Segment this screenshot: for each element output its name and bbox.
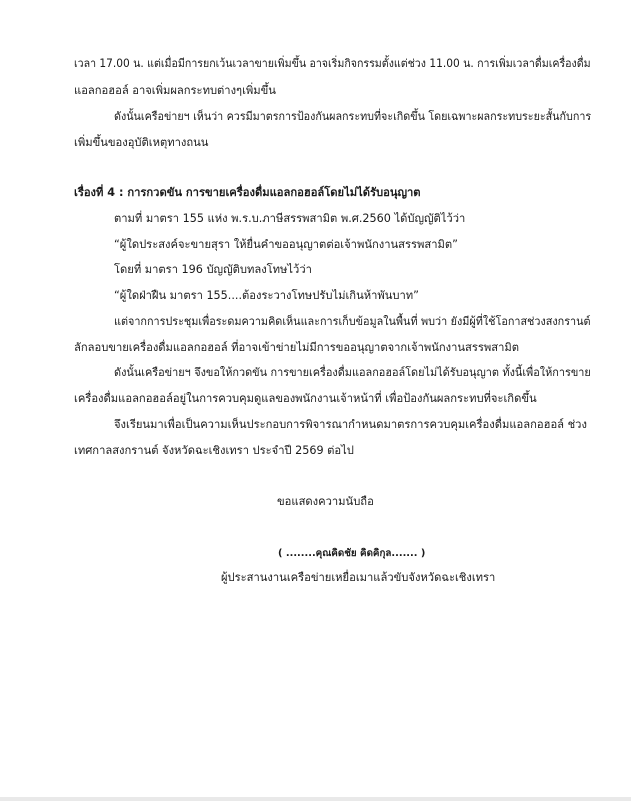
signature-name-text: ( ........คุณคิดชัย คิดคิกุล....... ) — [278, 548, 426, 559]
topic4-heading: เรื่องที่ 4 : การกวดขัน การขายเครื่องดื่มแอลกอฮอล์โดยไม่ได้รับอนุญาต — [74, 186, 421, 199]
para3-line2: ลักลอบขายเครื่องดื่มแอลกอฮอล์ ที่อาจเข้าข่ายไม่มีการขออนุญาตจากเจ้าพนักงานสรรพสามิต — [74, 341, 520, 354]
para5-line2: เทศกาลสงกรานต์ จังหวัดฉะเชิงเทรา ประจำปี 2569 ต่อไป — [74, 444, 354, 457]
law-155-reference: ตามที่ มาตรา 155 แห่ง พ.ร.บ.ภาษีสรรพสามิต พ.ศ.2560 ได้บัญญัติไว้ว่า — [114, 212, 466, 225]
para2-line2: เพิ่มขึ้นของอุบัติเหตุทางถนน — [74, 136, 209, 149]
law-155-quote: “ผู้ใดประสงค์จะขายสุรา ให้ยื่นคำขออนุญาตต่อเจ้าพนักงานสรรพสามิต” — [114, 238, 458, 251]
para4-line2: เครื่องดื่มแอลกอฮอล์อยู่ในการควบคุมดูแลของพนักงานเจ้าหน้าที่ เพื่อป้องกันผลกระทบที่จะเกิดขึ้น — [74, 392, 537, 405]
para5-line1: จึงเรียนมาเพื่อเป็นความเห็นประกอบการพิจารณากำหนดมาตรการควบคุมเครื่องดื่มแอลกอฮอล์ ช่วง — [114, 418, 587, 431]
law-196-quote: “ผู้ใดฝ่าฝืน มาตรา 155....ต้องระวางโทษปรับไม่เกินห้าพันบาท” — [114, 289, 419, 302]
para3-line1: แต่จากการประชุมเพื่อระดมความคิดเห็นและการเก็บข้อมูลในพื้นที่ พบว่า ยังมีผู้ที่ใช้โอกาสช่วงสงกรานต์ — [114, 315, 591, 328]
page-bottom-edge — [0, 797, 631, 801]
signature-name — [278, 546, 425, 561]
para1-line2: แอลกอฮอล์ อาจเพิ่มผลกระทบต่างๆเพิ่มขึ้น — [74, 84, 276, 97]
para2-line1: ดังนั้นเครือข่ายฯ เห็นว่า ควรมีมาตรการป้องกันผลกระทบที่จะเกิดขึ้น โดยเฉพาะผลกระทบระยะสั้นกับการ — [114, 110, 592, 123]
signature-title: ผู้ประสานงานเครือข่ายเหยื่อเมาแล้วขับจังหวัดฉะเชิงเทรา — [221, 571, 496, 584]
para4-line1: ดังนั้นเครือข่ายฯ จึงขอให้กวดขัน การขายเครื่องดื่มแอลกอฮอล์โดยไม่ได้รับอนุญาต ทั้งนี้เพื่อให้การขาย — [114, 366, 591, 379]
law-196-reference: โดยที่ มาตรา 196 บัญญัติบทลงโทษไว้ว่า — [114, 263, 312, 276]
closing-salutation: ขอแสดงความนับถือ — [277, 495, 374, 508]
para1-line1: เวลา 17.00 น. แต่เมื่อมีการยกเว้นเวลาขายเพิ่มขึ้น อาจเริ่มกิจกรรมตั้งแต่ช่วง 11.00 น. การเพิ่มเวลาดื่มเครื่องดื่ม — [74, 57, 591, 70]
